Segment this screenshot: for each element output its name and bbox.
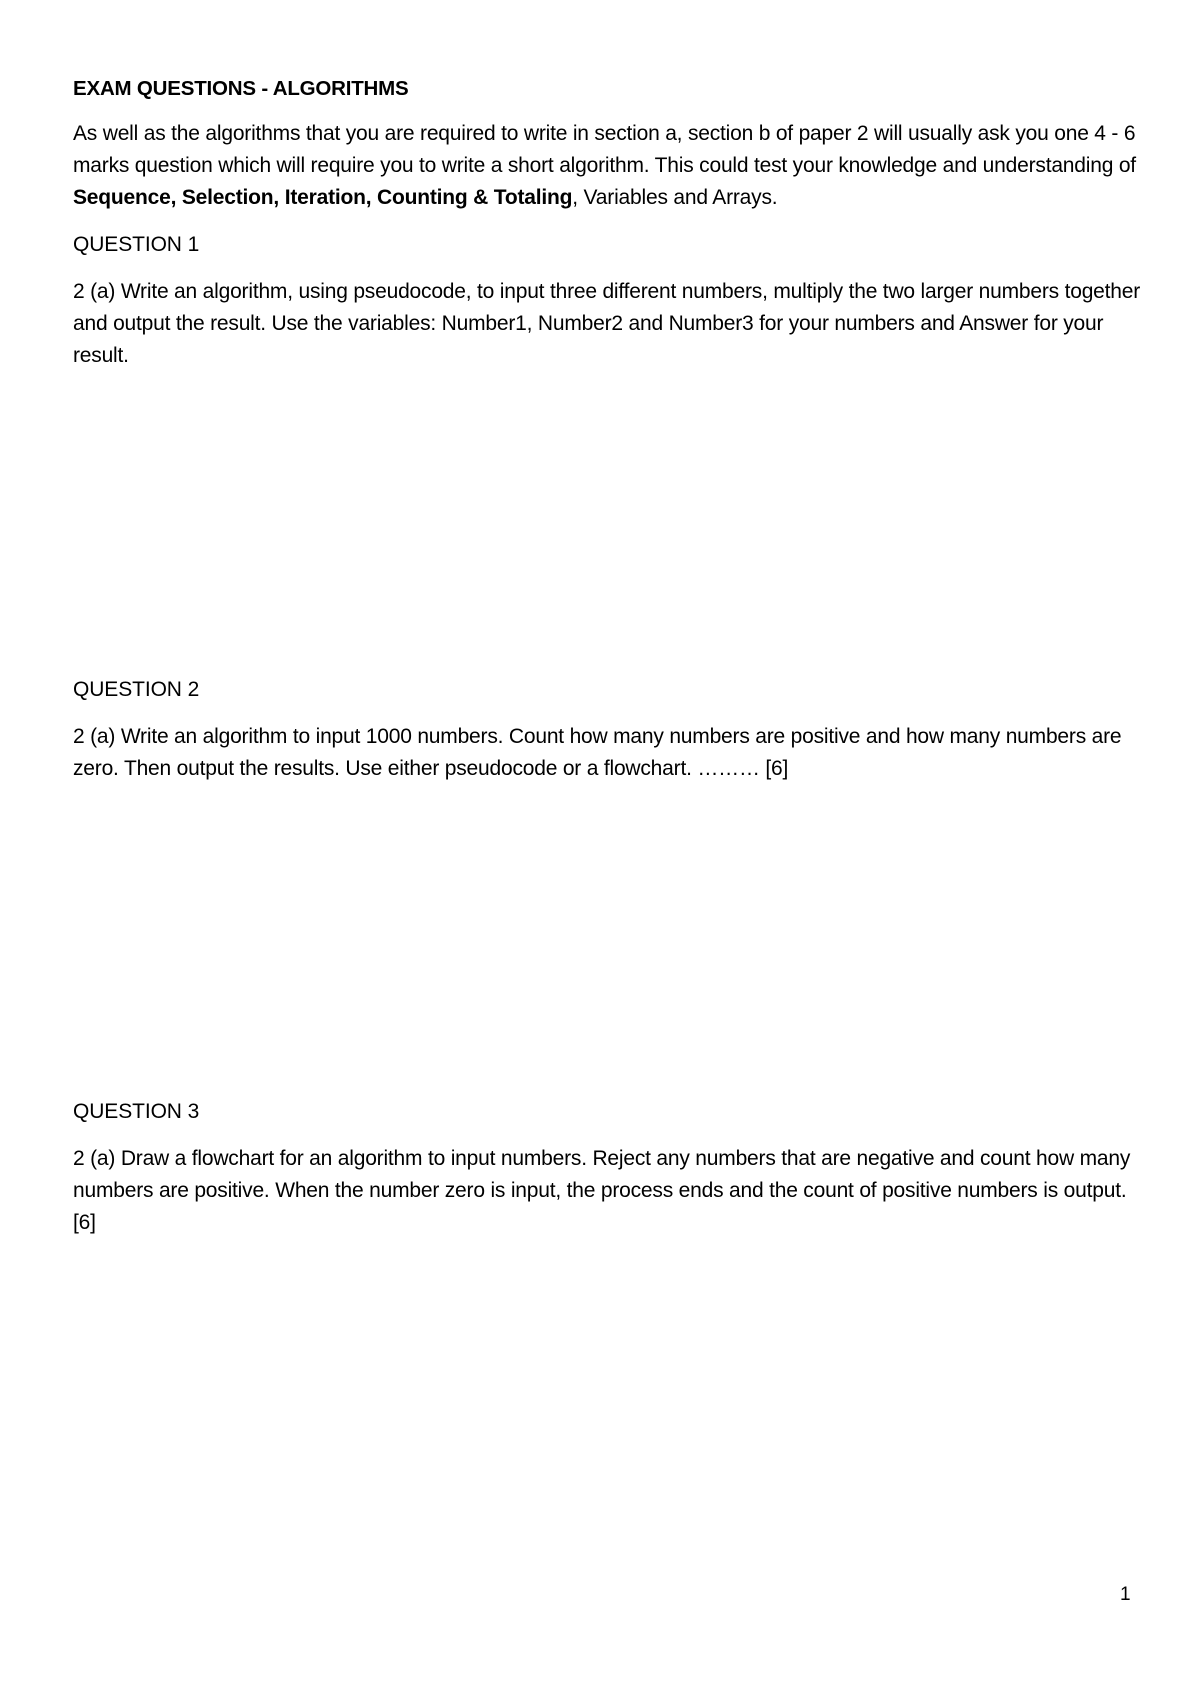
question-3-heading: QUESTION 3 [73, 1100, 200, 1123]
question-1-heading: QUESTION 1 [73, 233, 200, 256]
document-title: EXAM QUESTIONS - ALGORITHMS [73, 77, 409, 100]
question-3 [73, 1097, 1143, 1239]
answer-space-1 [73, 372, 1143, 675]
question-1 [73, 230, 1143, 372]
intro-text-end: , Variables and Arrays. [572, 186, 778, 209]
question-2-text: 2 (a) Write an algorithm to input 1000 numbers. Count how many numbers are positive and how many numbers are zero. Then output the results. Use either pseudocode or a flowchart. ……… [6] [73, 725, 1122, 780]
question-1-text: 2 (a) Write an algorithm, using pseudocode, to input three different numbers, multiply the two larger numbers together and output the result. Use the variables: Number1, Number2 and Number3 for your numbers and Answer for your result. [73, 280, 1141, 367]
question-2 [73, 675, 1143, 785]
intro-paragraph [73, 118, 1143, 214]
page-number: 1 [1120, 1584, 1131, 1605]
page-content [73, 74, 1143, 1239]
intro-bold-terms: Sequence, Selection, Iteration, Counting & Totaling [73, 186, 573, 209]
question-3-text: 2 (a) Draw a flowchart for an algorithm to input numbers. Reject any numbers that are negative and count how many numbers are positive. When the number zero is input, the process ends and the count of positive numbers is output. [6] [73, 1147, 1131, 1234]
intro-text-start: As well as the algorithms that you are required to write in section a, section b of paper 2 will usually ask you one 4 - 6 marks question which will require you to write a short algorithm. This could test your knowledge and understanding of [73, 122, 1136, 177]
answer-space-2 [73, 785, 1143, 1097]
question-2-heading: QUESTION 2 [73, 678, 200, 701]
